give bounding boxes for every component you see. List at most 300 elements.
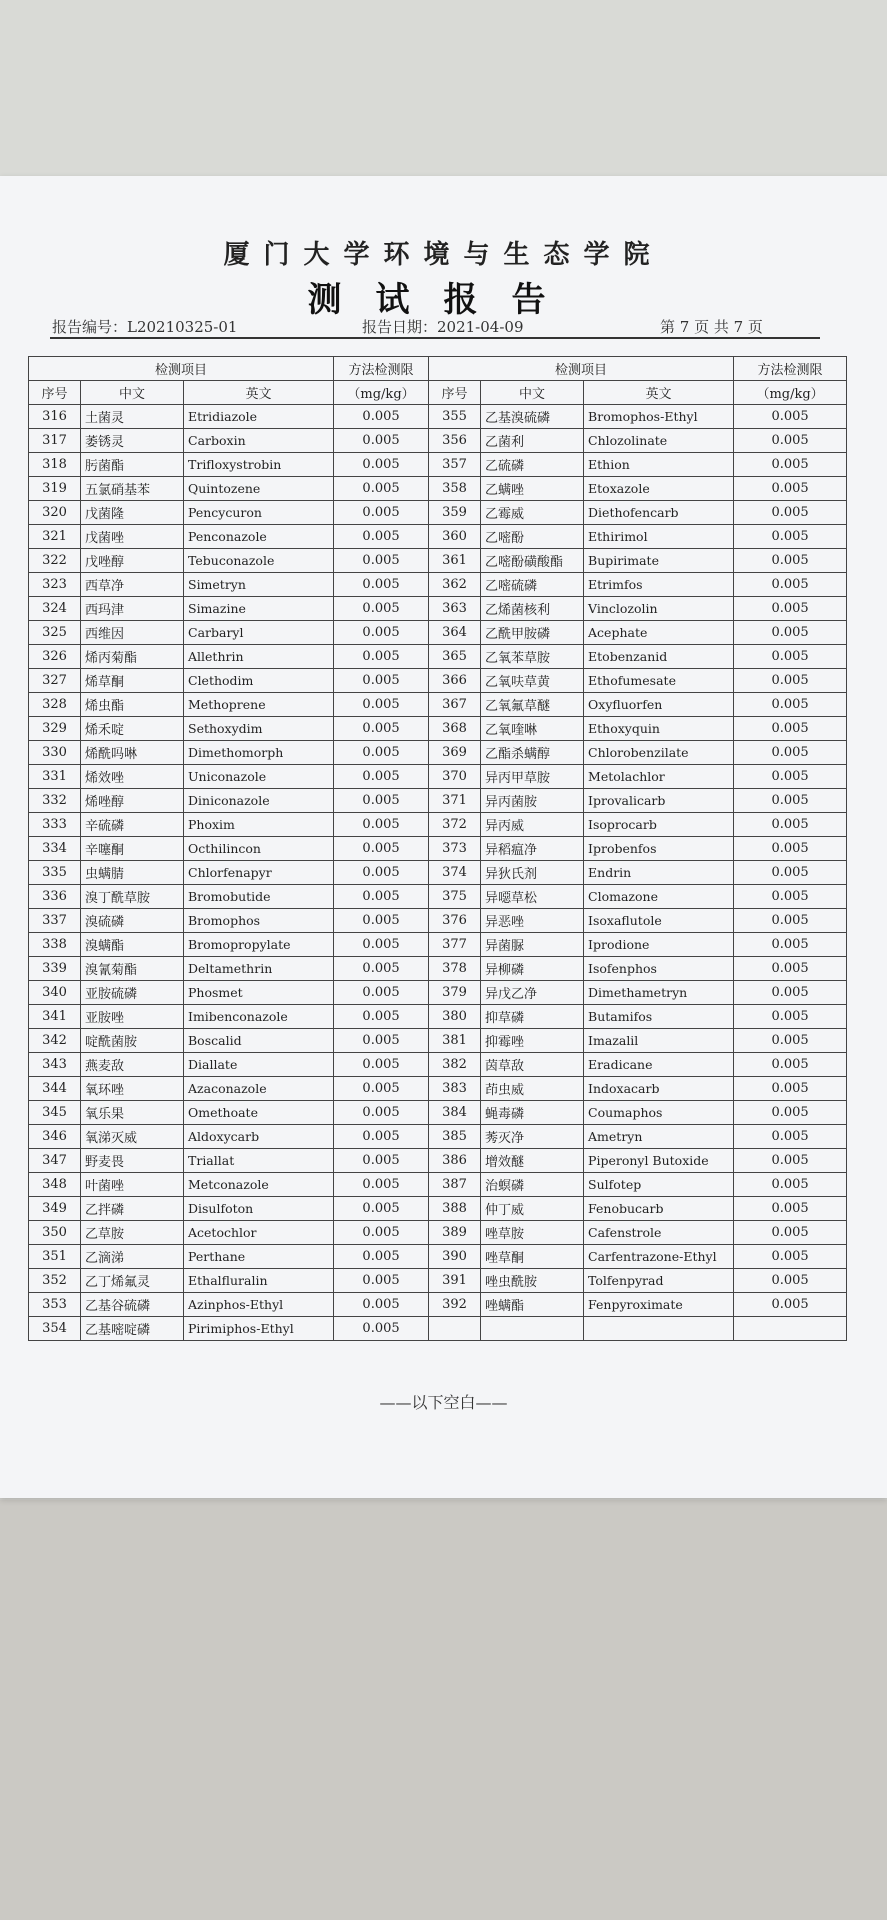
right-en-cell: Ethion bbox=[584, 453, 734, 477]
table-body bbox=[29, 405, 847, 1341]
unit-left: （mg/kg） bbox=[334, 381, 429, 405]
left-cn-cell: 乙拌磷 bbox=[81, 1197, 184, 1221]
right-en-cell: Oxyfluorfen bbox=[584, 693, 734, 717]
right-cn-cell: 唑螨酯 bbox=[481, 1293, 584, 1317]
left-en-cell: Disulfoton bbox=[184, 1197, 334, 1221]
right-cn-cell: 乙酰甲胺磷 bbox=[481, 621, 584, 645]
left-no-cell: 327 bbox=[29, 669, 81, 693]
left-no-cell: 353 bbox=[29, 1293, 81, 1317]
left-en-cell: Omethoate bbox=[184, 1101, 334, 1125]
table-row bbox=[29, 1125, 847, 1149]
right-no-cell: 368 bbox=[429, 717, 481, 741]
left-cn-cell: 西玛津 bbox=[81, 597, 184, 621]
right-cn-cell: 乙氧苯草胺 bbox=[481, 645, 584, 669]
left-limit-cell: 0.005 bbox=[334, 525, 429, 549]
right-no-cell: 361 bbox=[429, 549, 481, 573]
left-no-cell: 328 bbox=[29, 693, 81, 717]
right-en-cell: Cafenstrole bbox=[584, 1221, 734, 1245]
left-en-cell: Triallat bbox=[184, 1149, 334, 1173]
right-no-cell: 367 bbox=[429, 693, 481, 717]
left-en-cell: Allethrin bbox=[184, 645, 334, 669]
right-cn-cell: 异丙菌胺 bbox=[481, 789, 584, 813]
right-en-cell: Iprobenfos bbox=[584, 837, 734, 861]
left-no-cell: 352 bbox=[29, 1269, 81, 1293]
table-row bbox=[29, 1293, 847, 1317]
right-en-cell: Carfentrazone-Ethyl bbox=[584, 1245, 734, 1269]
right-limit-cell: 0.005 bbox=[734, 837, 847, 861]
left-limit-cell: 0.005 bbox=[334, 501, 429, 525]
left-limit-cell: 0.005 bbox=[334, 717, 429, 741]
left-en-cell: Dimethomorph bbox=[184, 741, 334, 765]
left-limit-cell: 0.005 bbox=[334, 933, 429, 957]
table-row bbox=[29, 885, 847, 909]
left-en-cell: Phosmet bbox=[184, 981, 334, 1005]
left-en-cell: Boscalid bbox=[184, 1029, 334, 1053]
left-cn-cell: 辛噻酮 bbox=[81, 837, 184, 861]
right-en-cell: Fenpyroximate bbox=[584, 1293, 734, 1317]
right-cn-cell: 异噁草松 bbox=[481, 885, 584, 909]
table-row bbox=[29, 837, 847, 861]
left-limit-cell: 0.005 bbox=[334, 453, 429, 477]
right-limit-cell: 0.005 bbox=[734, 1149, 847, 1173]
left-en-cell: Ethalfluralin bbox=[184, 1269, 334, 1293]
left-cn-cell: 燕麦敌 bbox=[81, 1053, 184, 1077]
right-cn-cell: 乙酯杀螨醇 bbox=[481, 741, 584, 765]
left-cn-cell: 溴氰菊酯 bbox=[81, 957, 184, 981]
left-en-cell: Deltamethrin bbox=[184, 957, 334, 981]
right-en-cell bbox=[584, 1317, 734, 1341]
left-en-cell: Imibenconazole bbox=[184, 1005, 334, 1029]
right-cn-cell: 异戊乙净 bbox=[481, 981, 584, 1005]
left-limit-cell: 0.005 bbox=[334, 1293, 429, 1317]
right-limit-cell: 0.005 bbox=[734, 1221, 847, 1245]
left-cn-cell: 西维因 bbox=[81, 621, 184, 645]
right-limit-cell: 0.005 bbox=[734, 765, 847, 789]
right-no-cell bbox=[429, 1317, 481, 1341]
right-cn-cell: 异丙威 bbox=[481, 813, 584, 837]
right-cn-cell: 异丙甲草胺 bbox=[481, 765, 584, 789]
right-limit-cell: 0.005 bbox=[734, 1029, 847, 1053]
right-no-cell: 391 bbox=[429, 1269, 481, 1293]
table-row bbox=[29, 789, 847, 813]
left-limit-cell: 0.005 bbox=[334, 1269, 429, 1293]
right-no-cell: 363 bbox=[429, 597, 481, 621]
left-cn-cell: 乙基嘧啶磷 bbox=[81, 1317, 184, 1341]
right-en-cell: Dimethametryn bbox=[584, 981, 734, 1005]
right-no-cell: 358 bbox=[429, 477, 481, 501]
left-limit-cell: 0.005 bbox=[334, 861, 429, 885]
left-en-cell: Clethodim bbox=[184, 669, 334, 693]
right-no-cell: 389 bbox=[429, 1221, 481, 1245]
right-cn-cell: 乙嘧酚 bbox=[481, 525, 584, 549]
table-row bbox=[29, 1005, 847, 1029]
left-limit-cell: 0.005 bbox=[334, 645, 429, 669]
right-en-cell: Eradicane bbox=[584, 1053, 734, 1077]
right-en-cell: Clomazone bbox=[584, 885, 734, 909]
left-en-cell: Bromobutide bbox=[184, 885, 334, 909]
left-en-cell: Methoprene bbox=[184, 693, 334, 717]
right-en-cell: Vinclozolin bbox=[584, 597, 734, 621]
right-en-cell: Etoxazole bbox=[584, 477, 734, 501]
table-row bbox=[29, 669, 847, 693]
table-row bbox=[29, 429, 847, 453]
table-row bbox=[29, 573, 847, 597]
table-row bbox=[29, 501, 847, 525]
right-limit-cell: 0.005 bbox=[734, 909, 847, 933]
left-cn-cell: 氧环唑 bbox=[81, 1077, 184, 1101]
table-row bbox=[29, 909, 847, 933]
right-en-cell: Metolachlor bbox=[584, 765, 734, 789]
left-no-cell: 334 bbox=[29, 837, 81, 861]
group-header-right: 检测项目 bbox=[429, 357, 734, 381]
table-subheader-row bbox=[29, 381, 847, 405]
right-en-cell: Etobenzanid bbox=[584, 645, 734, 669]
left-limit-cell: 0.005 bbox=[334, 1149, 429, 1173]
left-cn-cell: 烯草酮 bbox=[81, 669, 184, 693]
right-limit-cell: 0.005 bbox=[734, 957, 847, 981]
col-no-left: 序号 bbox=[29, 381, 81, 405]
table-row bbox=[29, 693, 847, 717]
right-no-cell: 374 bbox=[429, 861, 481, 885]
table-row bbox=[29, 717, 847, 741]
left-limit-cell: 0.005 bbox=[334, 477, 429, 501]
right-limit-cell: 0.005 bbox=[734, 1245, 847, 1269]
left-cn-cell: 亚胺唑 bbox=[81, 1005, 184, 1029]
results-table bbox=[28, 356, 847, 1341]
left-no-cell: 335 bbox=[29, 861, 81, 885]
left-cn-cell: 乙基谷硫磷 bbox=[81, 1293, 184, 1317]
right-limit-cell: 0.005 bbox=[734, 621, 847, 645]
table-row bbox=[29, 981, 847, 1005]
left-cn-cell: 肟菌酯 bbox=[81, 453, 184, 477]
right-limit-cell: 0.005 bbox=[734, 1197, 847, 1221]
left-limit-cell: 0.005 bbox=[334, 1077, 429, 1101]
right-limit-cell: 0.005 bbox=[734, 933, 847, 957]
right-en-cell: Butamifos bbox=[584, 1005, 734, 1029]
left-limit-cell: 0.005 bbox=[334, 813, 429, 837]
right-no-cell: 387 bbox=[429, 1173, 481, 1197]
left-limit-cell: 0.005 bbox=[334, 981, 429, 1005]
left-cn-cell: 烯效唑 bbox=[81, 765, 184, 789]
left-limit-cell: 0.005 bbox=[334, 837, 429, 861]
left-limit-cell: 0.005 bbox=[334, 909, 429, 933]
right-en-cell: Ethirimol bbox=[584, 525, 734, 549]
left-en-cell: Acetochlor bbox=[184, 1221, 334, 1245]
left-en-cell: Phoxim bbox=[184, 813, 334, 837]
left-no-cell: 347 bbox=[29, 1149, 81, 1173]
left-en-cell: Simetryn bbox=[184, 573, 334, 597]
left-no-cell: 326 bbox=[29, 645, 81, 669]
left-limit-cell: 0.005 bbox=[334, 1029, 429, 1053]
table-row bbox=[29, 1077, 847, 1101]
table-row bbox=[29, 1245, 847, 1269]
right-no-cell: 366 bbox=[429, 669, 481, 693]
right-en-cell: Bupirimate bbox=[584, 549, 734, 573]
right-cn-cell: 蝇毒磷 bbox=[481, 1101, 584, 1125]
right-en-cell: Isoxaflutole bbox=[584, 909, 734, 933]
right-no-cell: 377 bbox=[429, 933, 481, 957]
right-cn-cell: 唑虫酰胺 bbox=[481, 1269, 584, 1293]
right-limit-cell bbox=[734, 1317, 847, 1341]
left-no-cell: 319 bbox=[29, 477, 81, 501]
left-en-cell: Pencycuron bbox=[184, 501, 334, 525]
left-en-cell: Diallate bbox=[184, 1053, 334, 1077]
right-cn-cell: 乙菌利 bbox=[481, 429, 584, 453]
right-en-cell: Piperonyl Butoxide bbox=[584, 1149, 734, 1173]
right-no-cell: 383 bbox=[429, 1077, 481, 1101]
right-en-cell: Isofenphos bbox=[584, 957, 734, 981]
report-date: 报告日期：2021-04-09 bbox=[362, 318, 524, 336]
right-en-cell: Iprodione bbox=[584, 933, 734, 957]
left-cn-cell: 烯酰吗啉 bbox=[81, 741, 184, 765]
right-en-cell: Isoprocarb bbox=[584, 813, 734, 837]
table-row bbox=[29, 1221, 847, 1245]
table-row bbox=[29, 597, 847, 621]
table-row bbox=[29, 525, 847, 549]
right-cn-cell: 乙嘧硫磷 bbox=[481, 573, 584, 597]
right-no-cell: 372 bbox=[429, 813, 481, 837]
right-limit-cell: 0.005 bbox=[734, 549, 847, 573]
right-no-cell: 355 bbox=[429, 405, 481, 429]
right-cn-cell: 乙硫磷 bbox=[481, 453, 584, 477]
right-limit-cell: 0.005 bbox=[734, 1005, 847, 1029]
right-limit-cell: 0.005 bbox=[734, 645, 847, 669]
right-en-cell: Ethofumesate bbox=[584, 669, 734, 693]
left-no-cell: 342 bbox=[29, 1029, 81, 1053]
right-limit-cell: 0.005 bbox=[734, 1077, 847, 1101]
right-limit-cell: 0.005 bbox=[734, 597, 847, 621]
left-cn-cell: 烯唑醇 bbox=[81, 789, 184, 813]
left-limit-cell: 0.005 bbox=[334, 1317, 429, 1341]
right-no-cell: 357 bbox=[429, 453, 481, 477]
left-limit-cell: 0.005 bbox=[334, 1245, 429, 1269]
right-cn-cell: 乙氧呋草黄 bbox=[481, 669, 584, 693]
page-info: 第 7 页 共 7 页 bbox=[660, 318, 763, 336]
left-cn-cell: 五氯硝基苯 bbox=[81, 477, 184, 501]
left-limit-cell: 0.005 bbox=[334, 1005, 429, 1029]
left-en-cell: Uniconazole bbox=[184, 765, 334, 789]
right-cn-cell: 乙氧氟草醚 bbox=[481, 693, 584, 717]
left-cn-cell: 溴螨酯 bbox=[81, 933, 184, 957]
right-cn-cell: 乙螨唑 bbox=[481, 477, 584, 501]
right-limit-cell: 0.005 bbox=[734, 573, 847, 597]
table-row bbox=[29, 549, 847, 573]
table-row bbox=[29, 1149, 847, 1173]
right-cn-cell: 唑草胺 bbox=[481, 1221, 584, 1245]
group-header-left: 检测项目 bbox=[29, 357, 334, 381]
left-en-cell: Perthane bbox=[184, 1245, 334, 1269]
right-limit-cell: 0.005 bbox=[734, 1173, 847, 1197]
left-en-cell: Sethoxydim bbox=[184, 717, 334, 741]
right-limit-cell: 0.005 bbox=[734, 981, 847, 1005]
left-limit-cell: 0.005 bbox=[334, 1101, 429, 1125]
left-cn-cell: 虫螨腈 bbox=[81, 861, 184, 885]
table-row bbox=[29, 621, 847, 645]
left-no-cell: 324 bbox=[29, 597, 81, 621]
right-cn-cell bbox=[481, 1317, 584, 1341]
left-no-cell: 325 bbox=[29, 621, 81, 645]
left-cn-cell: 野麦畏 bbox=[81, 1149, 184, 1173]
left-limit-cell: 0.005 bbox=[334, 957, 429, 981]
left-cn-cell: 叶菌唑 bbox=[81, 1173, 184, 1197]
left-cn-cell: 萎锈灵 bbox=[81, 429, 184, 453]
right-no-cell: 378 bbox=[429, 957, 481, 981]
right-no-cell: 386 bbox=[429, 1149, 481, 1173]
left-en-cell: Quintozene bbox=[184, 477, 334, 501]
table-row bbox=[29, 1101, 847, 1125]
right-cn-cell: 抑霉唑 bbox=[481, 1029, 584, 1053]
right-no-cell: 375 bbox=[429, 885, 481, 909]
right-en-cell: Iprovalicarb bbox=[584, 789, 734, 813]
right-no-cell: 384 bbox=[429, 1101, 481, 1125]
left-no-cell: 337 bbox=[29, 909, 81, 933]
right-limit-cell: 0.005 bbox=[734, 1293, 847, 1317]
left-no-cell: 331 bbox=[29, 765, 81, 789]
left-limit-cell: 0.005 bbox=[334, 693, 429, 717]
right-no-cell: 362 bbox=[429, 573, 481, 597]
right-en-cell: Bromophos-Ethyl bbox=[584, 405, 734, 429]
right-cn-cell: 异狄氏剂 bbox=[481, 861, 584, 885]
table-row bbox=[29, 1269, 847, 1293]
background-bottom bbox=[0, 1500, 887, 1920]
left-en-cell: Bromopropylate bbox=[184, 933, 334, 957]
right-no-cell: 385 bbox=[429, 1125, 481, 1149]
right-cn-cell: 抑草磷 bbox=[481, 1005, 584, 1029]
left-no-cell: 323 bbox=[29, 573, 81, 597]
left-en-cell: Etridiazole bbox=[184, 405, 334, 429]
right-cn-cell: 异柳磷 bbox=[481, 957, 584, 981]
right-en-cell: Endrin bbox=[584, 861, 734, 885]
right-no-cell: 369 bbox=[429, 741, 481, 765]
right-cn-cell: 异恶唑 bbox=[481, 909, 584, 933]
right-cn-cell: 乙霉威 bbox=[481, 501, 584, 525]
col-en-left: 英文 bbox=[184, 381, 334, 405]
end-note: ——以下空白—— bbox=[379, 1393, 508, 1412]
right-cn-cell: 增效醚 bbox=[481, 1149, 584, 1173]
left-en-cell: Penconazole bbox=[184, 525, 334, 549]
left-cn-cell: 氧涕灭威 bbox=[81, 1125, 184, 1149]
right-limit-cell: 0.005 bbox=[734, 477, 847, 501]
left-limit-cell: 0.005 bbox=[334, 1053, 429, 1077]
left-limit-cell: 0.005 bbox=[334, 1197, 429, 1221]
report-title: 测试报告 bbox=[307, 280, 580, 320]
left-cn-cell: 土菌灵 bbox=[81, 405, 184, 429]
left-no-cell: 354 bbox=[29, 1317, 81, 1341]
right-no-cell: 390 bbox=[429, 1245, 481, 1269]
table-row bbox=[29, 741, 847, 765]
right-no-cell: 370 bbox=[429, 765, 481, 789]
left-en-cell: Tebuconazole bbox=[184, 549, 334, 573]
right-limit-cell: 0.005 bbox=[734, 1053, 847, 1077]
left-no-cell: 341 bbox=[29, 1005, 81, 1029]
col-cn-right: 中文 bbox=[481, 381, 584, 405]
right-no-cell: 379 bbox=[429, 981, 481, 1005]
left-en-cell: Carbaryl bbox=[184, 621, 334, 645]
left-no-cell: 336 bbox=[29, 885, 81, 909]
left-limit-cell: 0.005 bbox=[334, 1221, 429, 1245]
table-row bbox=[29, 405, 847, 429]
method-limit-header-left: 方法检测限 bbox=[334, 357, 429, 381]
col-en-right: 英文 bbox=[584, 381, 734, 405]
right-no-cell: 373 bbox=[429, 837, 481, 861]
left-cn-cell: 戊菌唑 bbox=[81, 525, 184, 549]
left-cn-cell: 戊唑醇 bbox=[81, 549, 184, 573]
left-limit-cell: 0.005 bbox=[334, 669, 429, 693]
left-cn-cell: 烯禾啶 bbox=[81, 717, 184, 741]
right-no-cell: 364 bbox=[429, 621, 481, 645]
left-cn-cell: 烯丙菊酯 bbox=[81, 645, 184, 669]
right-en-cell: Coumaphos bbox=[584, 1101, 734, 1125]
left-limit-cell: 0.005 bbox=[334, 549, 429, 573]
left-no-cell: 318 bbox=[29, 453, 81, 477]
left-no-cell: 317 bbox=[29, 429, 81, 453]
right-limit-cell: 0.005 bbox=[734, 453, 847, 477]
right-limit-cell: 0.005 bbox=[734, 813, 847, 837]
right-limit-cell: 0.005 bbox=[734, 789, 847, 813]
left-cn-cell: 啶酰菌胺 bbox=[81, 1029, 184, 1053]
left-en-cell: Azaconazole bbox=[184, 1077, 334, 1101]
left-en-cell: Azinphos-Ethyl bbox=[184, 1293, 334, 1317]
header-divider bbox=[50, 337, 820, 339]
left-no-cell: 321 bbox=[29, 525, 81, 549]
table-row bbox=[29, 1029, 847, 1053]
left-limit-cell: 0.005 bbox=[334, 573, 429, 597]
left-no-cell: 338 bbox=[29, 933, 81, 957]
left-no-cell: 349 bbox=[29, 1197, 81, 1221]
left-no-cell: 322 bbox=[29, 549, 81, 573]
right-no-cell: 371 bbox=[429, 789, 481, 813]
left-cn-cell: 溴硫磷 bbox=[81, 909, 184, 933]
left-no-cell: 340 bbox=[29, 981, 81, 1005]
right-en-cell: Tolfenpyrad bbox=[584, 1269, 734, 1293]
right-limit-cell: 0.005 bbox=[734, 1125, 847, 1149]
table-row bbox=[29, 1173, 847, 1197]
table-row bbox=[29, 765, 847, 789]
left-cn-cell: 氧乐果 bbox=[81, 1101, 184, 1125]
table-row bbox=[29, 453, 847, 477]
right-limit-cell: 0.005 bbox=[734, 861, 847, 885]
right-cn-cell: 莠灭净 bbox=[481, 1125, 584, 1149]
right-limit-cell: 0.005 bbox=[734, 885, 847, 909]
left-limit-cell: 0.005 bbox=[334, 1173, 429, 1197]
left-no-cell: 329 bbox=[29, 717, 81, 741]
left-en-cell: Octhilincon bbox=[184, 837, 334, 861]
right-limit-cell: 0.005 bbox=[734, 429, 847, 453]
col-no-right: 序号 bbox=[429, 381, 481, 405]
left-cn-cell: 乙滴涕 bbox=[81, 1245, 184, 1269]
table-row bbox=[29, 477, 847, 501]
right-cn-cell: 乙烯菌核利 bbox=[481, 597, 584, 621]
right-cn-cell: 乙氧喹啉 bbox=[481, 717, 584, 741]
right-en-cell: Imazalil bbox=[584, 1029, 734, 1053]
right-en-cell: Fenobucarb bbox=[584, 1197, 734, 1221]
right-cn-cell: 仲丁威 bbox=[481, 1197, 584, 1221]
right-en-cell: Chlozolinate bbox=[584, 429, 734, 453]
table-row bbox=[29, 861, 847, 885]
right-en-cell: Diethofencarb bbox=[584, 501, 734, 525]
left-limit-cell: 0.005 bbox=[334, 885, 429, 909]
left-en-cell: Trifloxystrobin bbox=[184, 453, 334, 477]
right-limit-cell: 0.005 bbox=[734, 405, 847, 429]
left-no-cell: 330 bbox=[29, 741, 81, 765]
left-limit-cell: 0.005 bbox=[334, 597, 429, 621]
right-en-cell: Acephate bbox=[584, 621, 734, 645]
left-en-cell: Bromophos bbox=[184, 909, 334, 933]
left-en-cell: Aldoxycarb bbox=[184, 1125, 334, 1149]
right-cn-cell: 茚虫威 bbox=[481, 1077, 584, 1101]
right-en-cell: Indoxacarb bbox=[584, 1077, 734, 1101]
unit-right: （mg/kg） bbox=[734, 381, 847, 405]
